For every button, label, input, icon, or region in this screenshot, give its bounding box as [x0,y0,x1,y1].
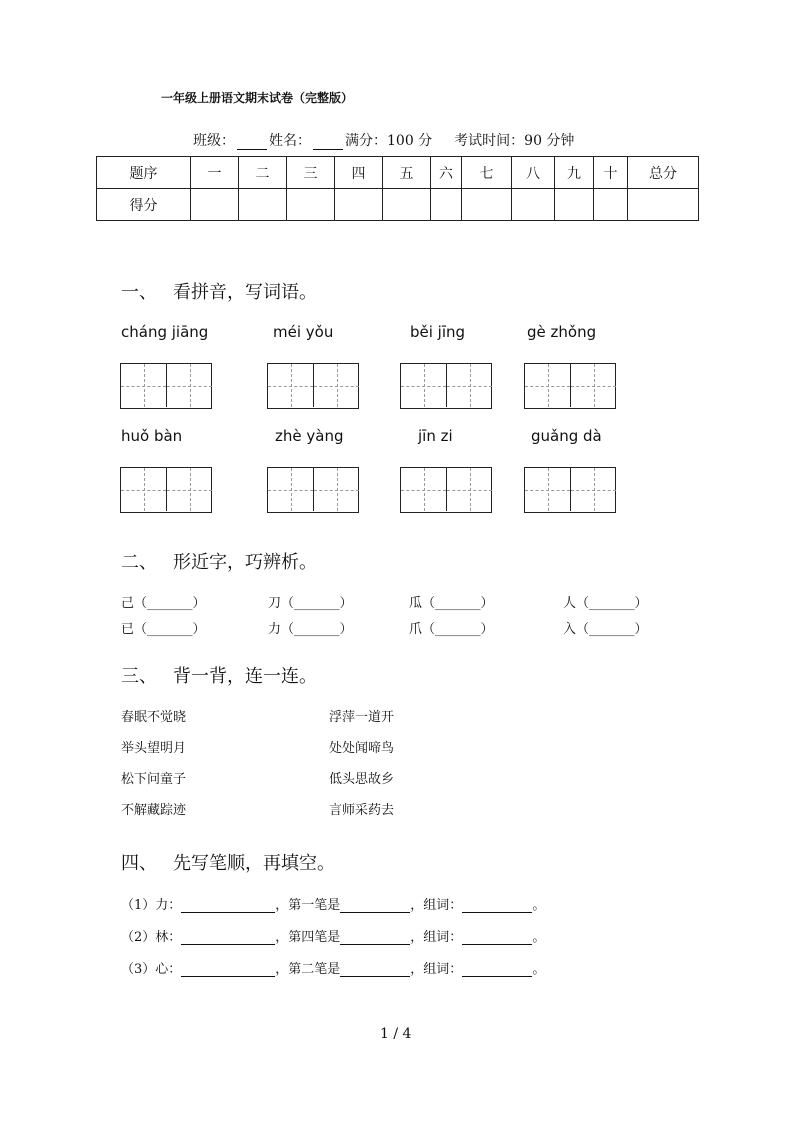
section-2-heading [121,548,317,574]
pinyin-label: guǎng dà [531,427,602,445]
full-score: 满分：100 分 [345,133,433,149]
question-text: ，组词： [410,930,463,945]
table-cell: 八 [512,157,555,189]
answer-blank[interactable] [462,931,532,945]
score-cell[interactable] [628,189,699,221]
writing-grid[interactable] [524,363,616,409]
score-cell[interactable] [512,189,555,221]
answer-blank[interactable] [340,963,410,977]
class-blank [237,135,267,150]
question-label: （1）力： [121,898,182,913]
section-title: 先写笔顺，再填空。 [173,853,335,874]
table-cell: 十 [594,157,628,189]
table-cell: 九 [555,157,594,189]
score-cell[interactable] [555,189,594,221]
poem-line-right[interactable]: 言师采药去 [329,803,395,818]
name-blank [313,135,343,150]
score-cell[interactable] [431,189,462,221]
writing-grid[interactable] [267,363,359,409]
question-label: （2）林： [121,930,182,945]
table-cell: 六 [431,157,462,189]
writing-grid[interactable] [400,467,492,513]
table-cell: 三 [287,157,335,189]
pinyin-label: cháng jiāng [121,323,209,341]
score-cell[interactable] [335,189,383,221]
section-title: 背一背，连一连。 [173,666,317,687]
score-cell[interactable] [239,189,287,221]
table-cell: 一 [191,157,239,189]
section-3-heading [121,662,317,688]
section-title: 看拼音，写词语。 [173,282,317,303]
poem-line-right[interactable]: 低头思故乡 [329,772,395,787]
section-4-heading [121,849,335,875]
table-row [97,157,699,189]
question-text: ，组词： [410,898,463,913]
pinyin-label: běi jīng [410,323,466,341]
pinyin-label: gè zhǒng [527,323,597,341]
writing-grid[interactable] [267,467,359,513]
section-number: 一、 [121,282,157,303]
writing-grid[interactable] [400,363,492,409]
answer-blank[interactable] [181,899,275,913]
question-text: ，第二笔是 [275,962,341,977]
table-cell: 五 [383,157,431,189]
table-cell: 四 [335,157,383,189]
section-number: 三、 [121,666,157,687]
answer-blank[interactable] [462,963,532,977]
exam-info [193,130,574,150]
char-item[interactable]: 已（_______） [121,622,206,637]
answer-blank[interactable] [340,899,410,913]
pinyin-label: zhè yàng [275,427,344,445]
section-number: 四、 [121,853,157,874]
poem-line-left[interactable]: 不解藏踪迹 [121,803,187,818]
section-title: 形近字，巧辨析。 [173,552,317,573]
pinyin-label: méi yǒu [273,323,334,341]
class-label: 班级： [193,133,235,149]
char-item[interactable]: 力（_______） [268,622,353,637]
table-cell: 二 [239,157,287,189]
poem-line-right[interactable]: 处处闻啼鸟 [329,741,395,756]
pinyin-label: jīn zi [418,427,453,445]
poem-line-left[interactable]: 松下问童子 [121,772,187,787]
writing-grid[interactable] [120,363,212,409]
score-cell[interactable] [383,189,431,221]
poem-line-right[interactable]: 浮萍一道开 [329,710,395,725]
exam-time: 考试时间：90 分钟 [454,133,575,149]
writing-grid[interactable] [524,467,616,513]
answer-blank[interactable] [181,931,275,945]
question-text: ，第四笔是 [275,930,341,945]
char-item[interactable]: 爪（_______） [409,622,494,637]
table-cell: 七 [462,157,512,189]
answer-blank[interactable] [340,931,410,945]
poem-line-left[interactable]: 春眠不觉晓 [121,710,187,725]
question-text: 。 [532,962,546,977]
question-text: 。 [532,898,546,913]
page-number: 1 / 4 [380,1026,412,1042]
stroke-question [121,958,545,977]
char-item[interactable]: 入（_______） [563,622,648,637]
score-cell[interactable] [594,189,628,221]
char-item[interactable]: 瓜（_______） [409,596,494,611]
writing-grid[interactable] [120,467,212,513]
table-cell: 得分 [97,189,191,221]
table-row [97,189,699,221]
question-text: ，第一笔是 [275,898,341,913]
answer-blank[interactable] [181,963,275,977]
score-table [96,156,699,221]
question-text: 。 [532,930,546,945]
section-1-heading [121,278,317,304]
table-cell: 题序 [97,157,191,189]
name-label: 姓名： [269,133,311,149]
char-item[interactable]: 己（_______） [121,596,206,611]
answer-blank[interactable] [462,899,532,913]
pinyin-label: huǒ bàn [121,427,183,445]
score-cell[interactable] [462,189,512,221]
stroke-question [121,926,545,945]
char-item[interactable]: 人（_______） [563,596,648,611]
score-cell[interactable] [287,189,335,221]
table-cell: 总分 [628,157,699,189]
score-cell[interactable] [191,189,239,221]
section-number: 二、 [121,552,157,573]
question-text: ，组词： [410,962,463,977]
question-label: （3）心： [121,962,182,977]
stroke-question [121,894,545,913]
poem-line-left[interactable]: 举头望明月 [121,741,187,756]
page-title: 一年级上册语文期末试卷（完整版） [161,91,354,105]
char-item[interactable]: 刀（_______） [268,596,353,611]
